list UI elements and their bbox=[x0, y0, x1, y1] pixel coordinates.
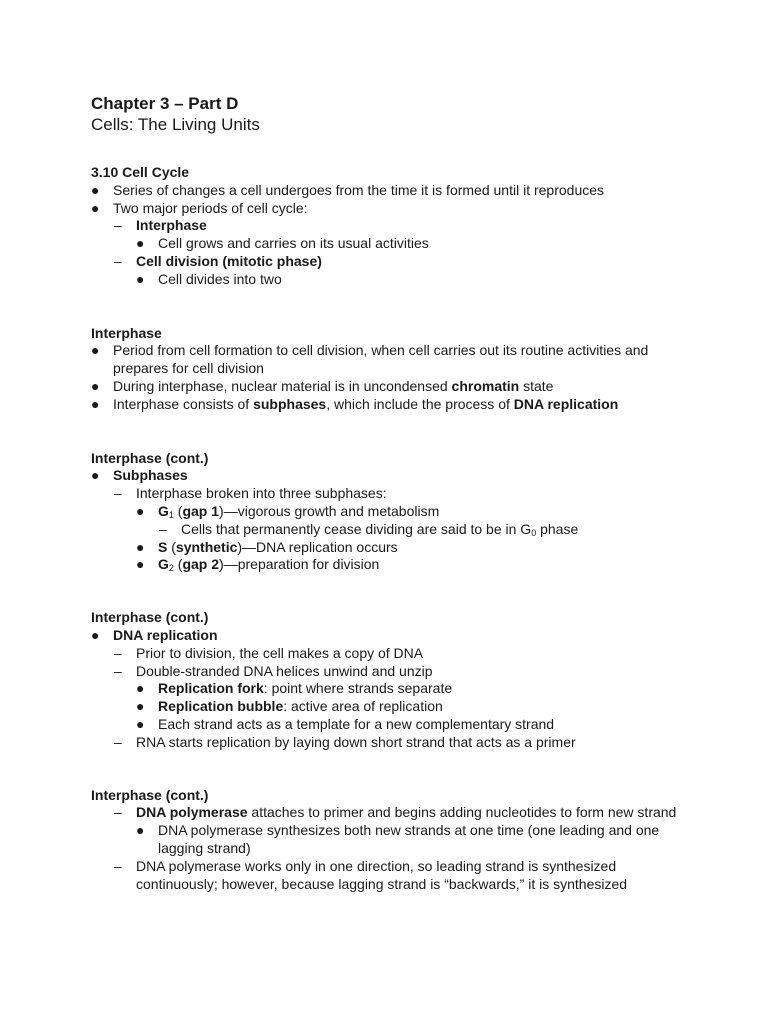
list-item-text: Double-stranded DNA helices unwind and unzip bbox=[136, 662, 433, 679]
list-item bbox=[114, 645, 691, 663]
list-item-text: Cell divides into two bbox=[158, 270, 282, 287]
list-item bbox=[114, 804, 691, 822]
list-item bbox=[159, 521, 691, 539]
list-item-text: Interphase broken into three subphases: bbox=[136, 485, 387, 502]
list-item bbox=[114, 217, 691, 235]
section-spacer bbox=[91, 752, 691, 787]
chapter-title: Chapter 3 – Part D bbox=[91, 94, 239, 113]
list-item bbox=[114, 253, 691, 271]
list-item-text: Two major periods of cell cycle: bbox=[113, 199, 308, 216]
dash-marker: – bbox=[114, 217, 122, 234]
list-item-text: S (synthetic)—DNA replication occurs bbox=[158, 538, 398, 555]
list-item bbox=[91, 467, 691, 485]
list-item-text: Cells that permanently cease dividing are said to be in $G_0$ phase bbox=[181, 520, 579, 538]
section-title: Interphase (cont.) bbox=[91, 449, 209, 466]
bullet-icon: ● bbox=[91, 342, 100, 359]
list-item-text: Cell division (mitotic phase) bbox=[136, 252, 322, 269]
list-item bbox=[91, 396, 691, 414]
section bbox=[91, 164, 691, 289]
section-spacer bbox=[91, 289, 691, 325]
bullet-icon: ● bbox=[136, 715, 145, 732]
bullet-icon: ● bbox=[91, 377, 100, 394]
chapter-subtitle: Cells: The Living Units bbox=[91, 115, 260, 134]
list-item bbox=[136, 539, 691, 557]
dash-marker: – bbox=[114, 857, 122, 874]
dash-marker: – bbox=[114, 804, 122, 821]
list-item-text: Interphase consists of subphases, which include the process of DNA replication bbox=[113, 395, 619, 412]
list-item bbox=[136, 503, 691, 521]
list-item-text: Replication fork: point where strands separate bbox=[158, 680, 453, 697]
bullet-icon: ● bbox=[91, 467, 100, 484]
document-body bbox=[91, 93, 691, 893]
list-item-text: $G_1$ (gap 1)—vigorous growth and metabolism bbox=[158, 502, 440, 520]
list-item-text: DNA polymerase attaches to primer and begins adding nucleotides to form new strand bbox=[136, 804, 677, 821]
bullet-icon: ● bbox=[136, 502, 145, 519]
list-item bbox=[136, 822, 691, 858]
list-item-text: Replication bubble: active area of replication bbox=[158, 698, 443, 715]
list-item-text: Interphase bbox=[136, 217, 207, 234]
list-item bbox=[91, 378, 691, 396]
list-item bbox=[136, 698, 691, 716]
bullet-icon: ● bbox=[136, 680, 145, 697]
bullet-icon: ● bbox=[91, 199, 100, 216]
list-item-text: DNA polymerase synthesizes both new strands at one time (one leading and one lagging strand) bbox=[158, 822, 660, 856]
list-item bbox=[136, 235, 691, 253]
list-item bbox=[91, 200, 691, 218]
sections-container bbox=[91, 164, 691, 893]
section bbox=[91, 609, 691, 751]
dash-marker: – bbox=[159, 520, 167, 537]
dash-marker: – bbox=[114, 644, 122, 661]
list-item-text: RNA starts replication by laying down short strand that acts as a primer bbox=[136, 733, 576, 750]
list-item bbox=[136, 716, 691, 734]
bullet-icon: ● bbox=[136, 556, 145, 573]
list-item bbox=[136, 271, 691, 289]
list-item-text: Prior to division, the cell makes a copy of DNA bbox=[136, 644, 424, 661]
list-item-text: Subphases bbox=[113, 467, 188, 484]
dash-marker: – bbox=[114, 252, 122, 269]
list-item bbox=[114, 734, 691, 752]
section bbox=[91, 450, 691, 575]
list-item bbox=[114, 485, 691, 503]
section-spacer bbox=[91, 574, 691, 609]
section bbox=[91, 325, 691, 414]
bullet-icon: ● bbox=[91, 395, 100, 412]
section bbox=[91, 787, 691, 894]
list-item-text: Cell grows and carries on its usual activities bbox=[158, 235, 429, 252]
list-item bbox=[91, 182, 691, 200]
list-item bbox=[114, 663, 691, 681]
dash-marker: – bbox=[114, 662, 122, 679]
list-item-text: Series of changes a cell undergoes from the time it is formed until it reproduces bbox=[113, 181, 605, 198]
list-item-text: $G_2$ (gap 2)—preparation for division bbox=[158, 556, 380, 574]
bullet-icon: ● bbox=[136, 270, 145, 287]
list-item-text: DNA replication bbox=[113, 626, 218, 643]
bullet-icon: ● bbox=[91, 181, 100, 198]
section-title: Interphase (cont.) bbox=[91, 786, 209, 803]
list-item-text: Each strand acts as a template for a new complementary strand bbox=[158, 715, 555, 732]
bullet-icon: ● bbox=[136, 235, 145, 252]
bullet-icon: ● bbox=[91, 626, 100, 643]
bullet-icon: ● bbox=[136, 822, 145, 839]
list-item bbox=[136, 556, 691, 574]
section-title: Interphase (cont.) bbox=[91, 609, 209, 626]
list-item-text: During interphase, nuclear material is in uncondensed chromatin state bbox=[113, 377, 554, 394]
bullet-icon: ● bbox=[136, 538, 145, 555]
dash-marker: – bbox=[114, 733, 122, 750]
list-item bbox=[91, 342, 691, 378]
list-item bbox=[114, 858, 691, 894]
section-title: Interphase bbox=[91, 324, 162, 341]
dash-marker: – bbox=[114, 485, 122, 502]
list-item-text: DNA polymerase works only in one direction, so leading strand is synthesized continuously; however, because lagging strand is “backwards,” it is synthesized bbox=[136, 857, 628, 892]
section-title: 3.10 Cell Cycle bbox=[91, 164, 190, 180]
list-item bbox=[91, 627, 691, 645]
list-item bbox=[136, 680, 691, 698]
bullet-icon: ● bbox=[136, 698, 145, 715]
section-spacer bbox=[91, 414, 691, 450]
list-item-text: Period from cell formation to cell division, when cell carries out its routine activities and prepares for cell division bbox=[113, 342, 649, 377]
